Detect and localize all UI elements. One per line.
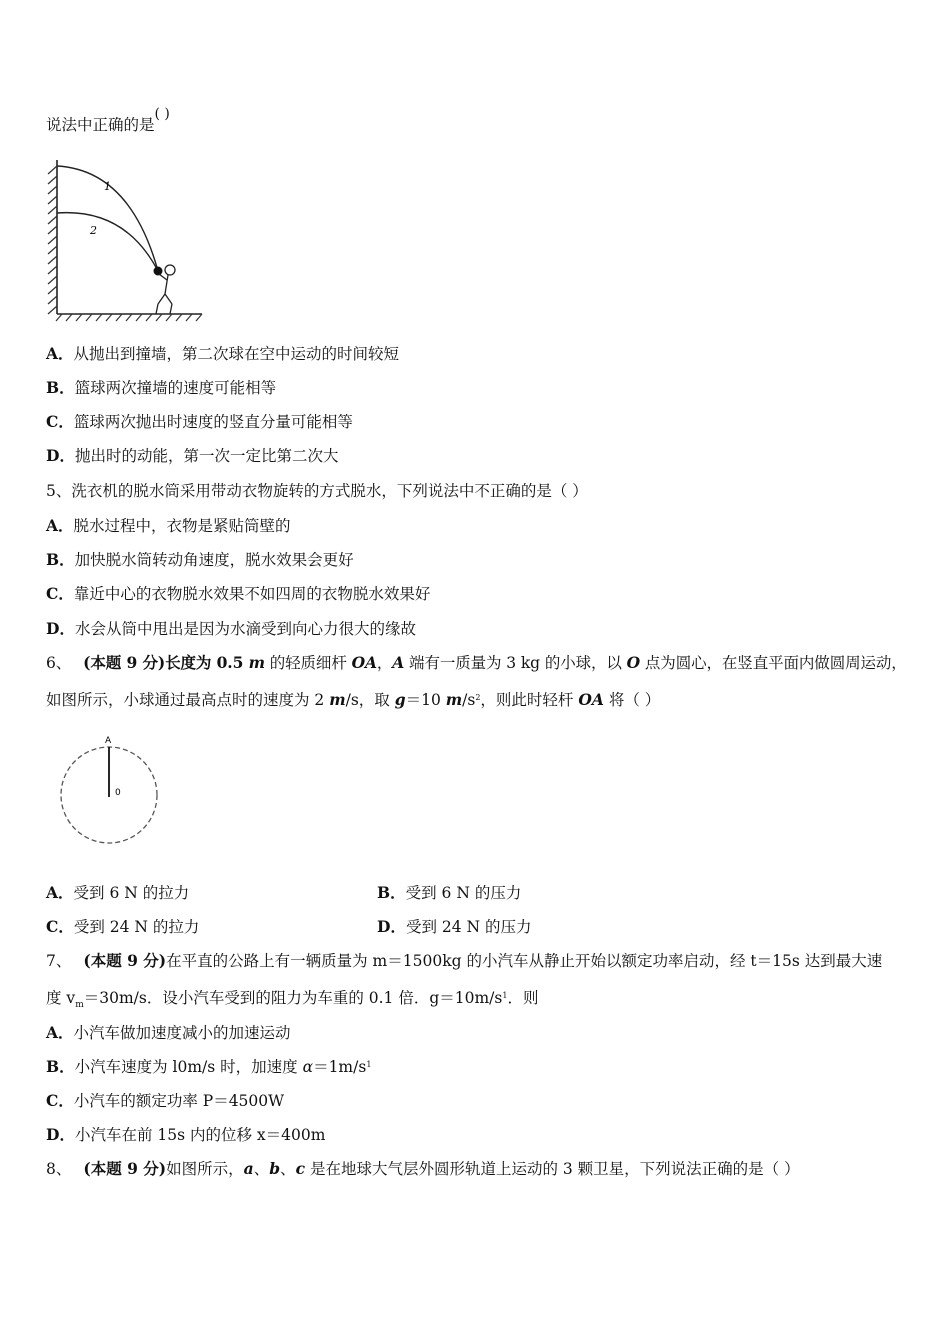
q6-option-d: D．受到 24 N 的压力 <box>377 917 532 936</box>
q4-stem-text: 说法中正确的是 <box>46 116 155 134</box>
trajectory-2-label: 2 <box>90 224 97 237</box>
q6-option-c: C．受到 24 N 的拉力 <box>46 917 200 936</box>
point-a-label: A <box>105 736 112 746</box>
ground-hatch <box>56 314 202 321</box>
q7-option-a: A．小汽车做加速度减小的加速运动 <box>46 1023 291 1042</box>
q6-option-a: A．受到 6 N 的拉力 <box>46 883 190 902</box>
q7-stem-line1: 7、 (本题 9 分)在平直的公路上有一辆质量为 m＝1500kg 的小汽车从静止开始以额定功率启动，经 t＝15s 达到最大速 <box>46 951 883 970</box>
q6-number: 6、 <box>46 654 72 672</box>
q5-option-d: D．水会从筒中甩出是因为水滴受到向心力很大的缘故 <box>46 619 416 638</box>
q4-option-d: D．抛出时的动能，第一次一定比第二次大 <box>46 446 339 465</box>
trajectory-2 <box>57 213 158 271</box>
q4-option-a: A．从抛出到撞墙，第二次球在空中运动的时间较短 <box>46 344 400 363</box>
q6-stem-line1: 6、 (本题 9 分)长度为 0.5 m 的轻质细杆 OA，A 端有一质量为 3 kg 的小球，以 O 点为圆心，在竖直平面内做圆周运动， <box>46 653 907 672</box>
basketball-icon <box>154 267 163 276</box>
q6-score: (本题 9 分) <box>83 653 166 672</box>
point-o-label: 0 <box>115 788 121 798</box>
q4-stem-tail <box>46 106 170 136</box>
q8-score: (本题 9 分) <box>83 1159 167 1178</box>
q7-option-b: B．小汽车速度为 l0m/s 时，加速度 $\alpha=1m/s^1$ <box>46 1057 372 1076</box>
q8-number: 8、 <box>46 1160 72 1178</box>
q5-option-a: A．脱水过程中，衣物是紧贴筒壁的 <box>46 516 291 535</box>
q6-stem-line2: 如图所示，小球通过最高点时的速度为 2 m/s，取 g＝10 $m/s^2$，则此时轻杆 OA 将（ ） <box>46 690 661 709</box>
q4-option-b: B．篮球两次撞墙的速度可能相等 <box>46 378 277 397</box>
q6-figure-circle <box>55 732 165 847</box>
q5-option-b: B．加快脱水筒转动角速度，脱水效果会更好 <box>46 550 354 569</box>
q7-stem-line2: 度 $v_m=30m/s$．设小汽车受到的阻力为车重的 0.1 倍．$g=10m/s^1$．则 <box>46 989 539 1011</box>
q7-option-c: C．小汽车的额定功率 P＝4500W <box>46 1091 285 1110</box>
trajectory-1-label: 1 <box>104 180 111 193</box>
wall-hatch <box>48 166 57 314</box>
q5-option-c: C．靠近中心的衣物脱水效果不如四周的衣物脱水效果好 <box>46 584 431 603</box>
q7-option-d: D．小汽车在前 15s 内的位移 x＝400m <box>46 1125 326 1144</box>
q7-number: 7、 <box>46 952 72 970</box>
q6-option-b: B．受到 6 N 的压力 <box>377 883 522 902</box>
q5-stem: 5、洗衣机的脱水筒采用带动衣物旋转的方式脱水，下列说法中不正确的是（ ） <box>46 482 588 500</box>
q8-stem: 8、 (本题 9 分)如图所示，a、b、c 是在地球大气层外圆形轨道上运动的 3 颗卫星，下列说法正确的是（ ） <box>46 1159 800 1178</box>
q4-figure-basketball <box>40 158 210 323</box>
q7-score: (本题 9 分) <box>83 951 167 970</box>
q4-answer-paren: ( ) <box>154 106 170 122</box>
q4-option-c: C．篮球两次抛出时速度的竖直分量可能相等 <box>46 412 353 431</box>
